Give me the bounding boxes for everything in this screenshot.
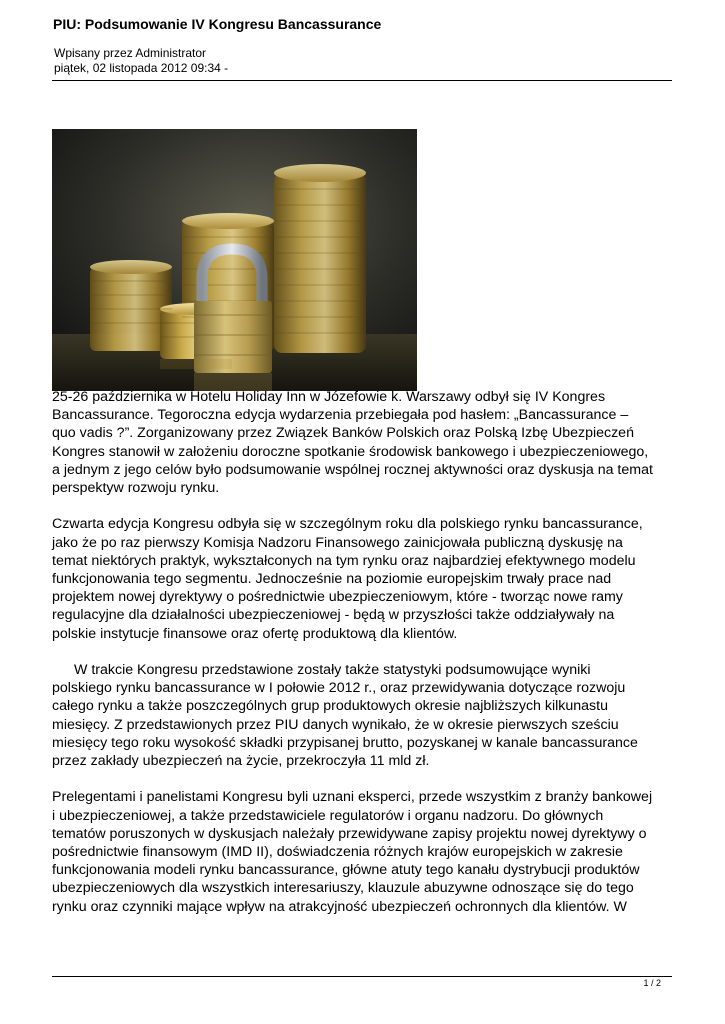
text-line: polskiego rynku bancassurance w I połowie 2012 r., oraz przewidywania dotyczące rozwoju — [52, 680, 626, 697]
paragraph — [52, 788, 677, 915]
text-line: funkcjonowania modeli rynku bancassurance, główne atuty tego kanału dystrybucji produktów — [52, 862, 640, 879]
text-line: pośrednictwie finansowym (IMD II), doświadczenia różnych krajów europejskich w zakresie — [52, 844, 623, 861]
text-line: Czwarta edycja Kongresu odbyła się w szczególnym roku dla polskiego rynku bancassurance, — [52, 516, 643, 533]
footer-divider — [52, 976, 672, 977]
text-line: tematów poruszonych w dyskusjach należały przewidywane zapisy projektu nowej dyrektywy o — [52, 825, 647, 842]
text-line: W trakcie Kongresu przedstawione zostały także statystyki podsumowujące wyniki — [74, 662, 591, 679]
text-line: rynku oraz czynniki mające wpływ na atrakcyjność ubezpieczeń ochronnych dla klientów. W — [52, 898, 627, 915]
paragraph — [52, 388, 677, 497]
text-line: przez zakłady ubezpieczeń na życie, przekroczyła 11 mld zł. — [52, 753, 430, 770]
text-line: regulacyjne dla działalności ubezpieczeniowej - będą w przyszłości także oddziaływały na — [52, 607, 615, 624]
text-line: temat niektórych praktyk, wykształconych na tym rynku oraz najbardziej efektywnego modelu — [52, 552, 636, 569]
text-line: całego rynku a także poszczególnych grup produktowych okresie najbliższych kilkunastu — [52, 698, 608, 715]
text-line: polskie instytucje finansowe oraz ofertę produktową dla klientów. — [52, 625, 458, 642]
page-number: 1 / 2 — [643, 978, 661, 988]
text-line: quo vadis ?”. Zorganizowany przez Związek Banków Polskich oraz Polską Izbę Ubezpieczeń — [52, 425, 634, 442]
text-line: i ubezpieczeniowej, a także przedstawiciele regulatorów i organu nadzoru. Do głównych — [52, 807, 604, 824]
text-line: miesięcy tego roku wysokość składki przypisanej brutto, pozyskanej w kanale bancassurance — [52, 734, 638, 751]
article-meta — [54, 46, 228, 76]
paragraph — [52, 661, 677, 770]
text-line: perspektyw rozwoju rynku. — [52, 480, 220, 497]
date-line: piątek, 02 listopada 2012 09:34 - — [54, 61, 229, 75]
text-line: projektem nowej dyrektywy o pośrednictwie ubezpieczeniowym, które - tworząc nowe ramy — [52, 589, 623, 606]
text-line: a jednym z jego celów było podsumowanie wspólnej rocznej aktywności oraz dyskusja na temat — [52, 461, 653, 478]
text-line: Kongres stanowił w założeniu doroczne spotkanie środowisk bankowego i ubezpieczeniowego, — [52, 443, 649, 460]
coins-padlock-photo — [52, 129, 417, 391]
header-divider — [52, 80, 672, 81]
article-body — [52, 388, 677, 934]
text-line: jako że po raz pierwszy Komisja Nadzoru Finansowego zainicjowała publiczną dyskusję na — [52, 534, 623, 551]
text-line: funkcjonowania tego segmentu. Jednocześnie na poziomie europejskim trwały prace nad — [52, 571, 612, 588]
author-line: Wpisany przez Administrator — [54, 46, 207, 60]
text-line: Prelegentami i panelistami Kongresu byli uznani eksperci, przede wszystkim z branży bankowej — [52, 789, 653, 806]
text-line: miesięcy. Z przedstawionych przez PIU danych wynikało, że w okresie pierwszych sześciu — [52, 716, 619, 733]
text-line: ubezpieczeniowych dla wszystkich interesariuszy, klauzule abuzywne odnoszące się do tego — [52, 880, 634, 897]
text-line: 25-26 października w Hotelu Holiday Inn w Józefowie k. Warszawy odbył się IV Kongres — [52, 389, 606, 405]
text-line: Bancassurance. Tegoroczna edycja wydarzenia przebiegała pod hasłem: „Bancassurance – — [52, 407, 629, 424]
article-title: PIU: Podsumowanie IV Kongresu Bancassurance — [53, 16, 382, 32]
paragraph — [52, 515, 677, 642]
